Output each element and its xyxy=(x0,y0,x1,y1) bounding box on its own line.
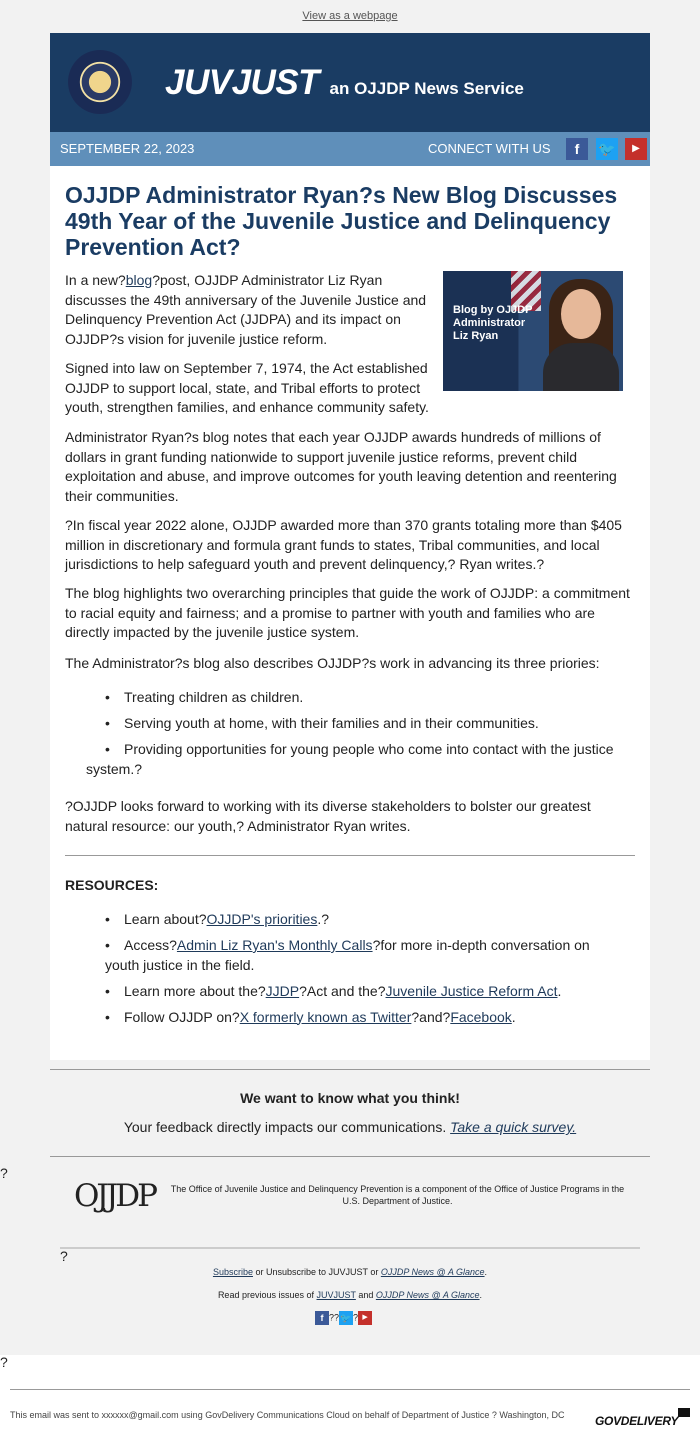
article-headline: OJJDP Administrator Ryan?s New Blog Discusses 49th Year of the Juvenile Justice and Delinquency Prevention Act? xyxy=(65,182,618,260)
placeholder-char: ? xyxy=(0,1354,8,1370)
jjdp-link[interactable]: JJDP xyxy=(265,982,300,999)
doj-seal-icon xyxy=(68,50,132,114)
brand-title: JUVJUST xyxy=(165,63,320,102)
govdelivery-logo: GOVDELIVERY xyxy=(595,1414,679,1428)
juvjust-archive-link[interactable]: JUVJUST xyxy=(316,1290,356,1300)
administrator-portrait xyxy=(539,279,623,391)
survey-link[interactable]: Take a quick survey. xyxy=(450,1119,577,1135)
priorities-link[interactable]: OJJDP's priorities xyxy=(206,911,318,927)
twitter-icon[interactable]: 🐦 xyxy=(596,138,618,160)
placeholder-char: ? xyxy=(0,1165,8,1181)
reform-act-link[interactable]: Juvenile Justice Reform Act xyxy=(385,982,558,999)
paragraph-intro: In a new?blog?post, OJJDP Administrator Liz Ryan discusses the 49th anniversary of the Juvenile Justice and Delinquency Prevention Act (JJDPA) and its impact on OJJDP?s vision for juvenile justice reform. xyxy=(65,272,427,347)
subscribe-link[interactable]: Subscribe xyxy=(212,1267,253,1277)
paragraph-fiscal: ?In fiscal year 2022 alone, OJJDP awarded more than 370 grants totaling more than $405 million in discretionary and formula grant funds to states, Tribal communities, and local jurisdictions to help safeguard youth and prevent delinquency,? Ryan writes.? xyxy=(65,517,622,572)
divider xyxy=(50,1156,650,1157)
footer-band xyxy=(0,1355,700,1442)
paragraph-grants: Administrator Ryan?s blog notes that each year OJJDP awards hundreds of millions of dollars in grant funding nationwide to support juvenile justice reforms, prevent child exploitation and abuse, and improve outcomes for youth leaving detention and reentering their communities. xyxy=(65,429,617,504)
divider xyxy=(60,1247,640,1249)
office-description: The Office of Juvenile Justice and Delinquency Prevention is a component of the Office of Justice Programs in the U.S. Department of Justice. xyxy=(170,1184,625,1206)
list-item: • Providing opportunities for young people who come into contact with the justice system.? xyxy=(86,741,614,777)
connect-label: CONNECT WITH US xyxy=(428,141,551,156)
twitter-icon[interactable]: 🐦 xyxy=(340,1313,352,1323)
list-item: • Access?Admin Liz Ryan's Monthly Calls?for more in-depth conversation on youth justice in the field. xyxy=(105,937,590,973)
ojjdp-logo: OJJDP xyxy=(74,1178,155,1214)
paragraph-priorities: The Administrator?s blog also describes OJJDP?s work in advancing its three priories: xyxy=(65,655,600,671)
paragraph-closing: ?OJJDP looks forward to working with its diverse stakeholders to bolster our greatest natural resource: our youth,? Administrator Ryan writes. xyxy=(65,798,591,834)
divider xyxy=(10,1389,690,1390)
news-glance-link[interactable]: OJJDP News @ A Glance xyxy=(380,1267,485,1277)
youtube-icon[interactable]: ▶ xyxy=(358,1311,372,1325)
resources-list xyxy=(105,910,625,1034)
brand-subtitle: an OJJDP News Service xyxy=(329,79,524,98)
list-item: • Follow OJJDP on?X formerly known as Twitter?and?Facebook. xyxy=(105,1008,516,1025)
paragraph-principles: The blog highlights two overarching principles that guide the work of OJJDP: a commitment to racial equity and fairness; and a promise to partner with youth and families who are directly impacted by the juvenile justice system. xyxy=(65,585,630,640)
twitter-link[interactable]: X formerly known as Twitter xyxy=(239,1008,412,1025)
facebook-link[interactable]: Facebook xyxy=(450,1008,512,1025)
feedback-text: Your feedback directly impacts our communications. Take a quick survey. xyxy=(123,1119,577,1135)
view-as-webpage xyxy=(0,10,700,22)
brand xyxy=(165,63,524,103)
portrait-face xyxy=(561,289,601,339)
blog-photo xyxy=(443,271,623,391)
facebook-icon[interactable]: f xyxy=(566,138,588,160)
envelope-icon xyxy=(678,1408,690,1417)
feedback-title: We want to know what you think! xyxy=(240,1090,460,1106)
divider xyxy=(65,855,635,856)
date-bar xyxy=(50,132,650,166)
photo-label: Blog by OJJDP Administrator Liz Ryan xyxy=(453,304,533,342)
blog-link[interactable]: blog xyxy=(125,272,153,288)
divider xyxy=(50,1069,650,1070)
list-item: • Treating children as children. xyxy=(105,689,304,705)
monthly-calls-link[interactable]: Admin Liz Ryan's Monthly Calls xyxy=(176,937,373,953)
list-item: • Serving youth at home, with their families and in their communities. xyxy=(105,715,539,731)
news-glance-archive-link[interactable]: OJJDP News @ A Glance xyxy=(375,1290,480,1300)
youtube-icon[interactable]: ▶ xyxy=(625,138,647,160)
placeholder-char: ? xyxy=(60,1248,68,1264)
header-banner xyxy=(50,33,650,133)
article-content xyxy=(50,166,650,1060)
portrait-body xyxy=(543,343,619,391)
previous-issues-line: Read previous issues of JUVJUST and OJJDP News @ A Glance. xyxy=(217,1290,483,1300)
priority-list xyxy=(86,688,625,786)
subscribe-line: Subscribe or Unsubscribe to JUVJUST or OJJDP News @ A Glance. xyxy=(212,1267,488,1277)
paragraph-signed: Signed into law on September 7, 1974, the Act established OJJDP to support local, state, and Tribal efforts to protect youth, strengthen families, and enhance community safety. xyxy=(65,360,429,415)
resources-title: RESOURCES: xyxy=(65,877,159,893)
issue-date: SEPTEMBER 22, 2023 xyxy=(60,141,195,156)
facebook-icon[interactable]: f xyxy=(315,1311,329,1325)
list-item: • Learn more about the?JJDP?Act and the?Juvenile Justice Reform Act. xyxy=(105,982,562,999)
sent-notice: This email was sent to xxxxxx@gmail.com using GovDelivery Communications Cloud on behalf of Department of Justice ? Washington, DC xyxy=(10,1410,565,1420)
footer-social: f ??🐦? ▶ xyxy=(315,1311,372,1325)
list-item: • Learn about?OJJDP's priorities.? xyxy=(105,911,330,927)
view-as-webpage-link[interactable]: View as a webpage xyxy=(302,10,398,22)
